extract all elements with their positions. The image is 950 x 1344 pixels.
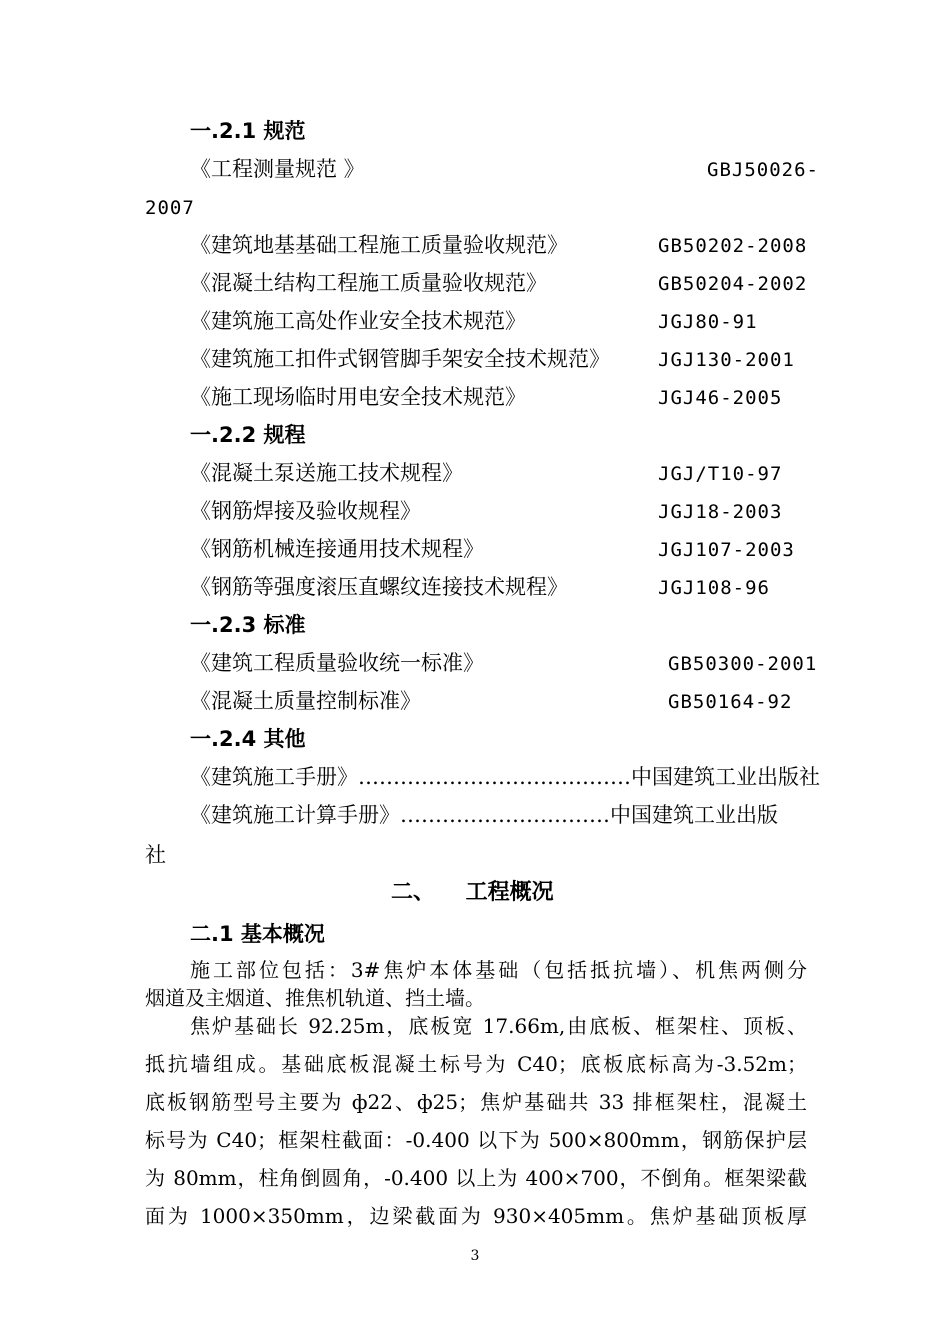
page-number: 3	[470, 1248, 480, 1264]
spec-name: 《施工现场临时用电安全技术规范》	[190, 385, 526, 409]
paragraph-line: 焦炉基础长 92.25m，底板宽 17.66m,由底板、框架柱、顶板、	[190, 1014, 807, 1038]
spec-code-wrap: 2007	[145, 197, 195, 219]
spec-code: JGJ46-2005	[658, 387, 783, 409]
spec-name: 《建筑施工扣件式钢管脚手架安全技术规范》	[190, 347, 610, 371]
section-heading-standards: 一.2.3 标准	[190, 613, 306, 637]
spec-code: GB50204-2002	[658, 273, 808, 295]
procedure-code: JGJ/T10-97	[658, 463, 783, 485]
reference-book: 《建筑施工计算手册》…………………………中国建筑工业出版	[190, 803, 778, 827]
standard-code: GB50300-2001	[668, 653, 818, 675]
standard-name: 《混凝土质量控制标准》	[190, 689, 421, 713]
paragraph-line: 面为 1000×350mm，边梁截面为 930×405mm。焦炉基础顶板厚	[145, 1204, 807, 1228]
procedure-name: 《钢筋焊接及验收规程》	[190, 499, 421, 523]
procedure-name: 《钢筋等强度滚压直螺纹连接技术规程》	[190, 575, 568, 599]
standard-name: 《建筑工程质量验收统一标准》	[190, 651, 484, 675]
paragraph-line: 抵抗墙组成。基础底板混凝土标号为 C40；底板底标高为-3.52m；	[145, 1052, 807, 1076]
reference-book: 《建筑施工手册》…………………………………中国建筑工业出版社	[190, 765, 820, 789]
section-heading-procedures: 一.2.2 规程	[190, 423, 306, 447]
paragraph-line: 烟道及主烟道、推焦机轨道、挡土墙。	[145, 986, 485, 1010]
spec-name: 《混凝土结构工程施工质量验收规范》	[190, 271, 547, 295]
paragraph-line: 底板钢筋型号主要为 ф22、ф25；焦炉基础共 33 排框架柱，混凝土	[145, 1090, 807, 1114]
standard-code: GB50164-92	[668, 691, 793, 713]
spec-name: 《建筑施工高处作业安全技术规范》	[190, 309, 526, 333]
procedure-name: 《钢筋机械连接通用技术规程》	[190, 537, 484, 561]
reference-book-wrap: 社	[145, 843, 166, 867]
procedure-name: 《混凝土泵送施工技术规程》	[190, 461, 463, 485]
paragraph-line: 施工部位包括：3#焦炉本体基础（包括抵抗墙）、机焦两侧分	[190, 958, 807, 982]
procedure-code: JGJ107-2003	[658, 539, 795, 561]
spec-code: GB50202-2008	[658, 235, 808, 257]
spec-name: 《建筑地基基础工程施工质量验收规范》	[190, 233, 568, 257]
paragraph-line: 标号为 C40；框架柱截面：-0.400 以下为 500×800mm，钢筋保护层	[145, 1128, 807, 1152]
section-heading-standards-codes: 一.2.1 规范	[190, 119, 306, 143]
spec-code: JGJ130-2001	[658, 349, 795, 371]
procedure-code: JGJ108-96	[658, 577, 770, 599]
procedure-code: JGJ18-2003	[658, 501, 783, 523]
spec-code: GBJ50026-	[707, 159, 819, 181]
spec-code: JGJ80-91	[658, 311, 758, 333]
chapter-title: 二、 工程概况	[391, 880, 554, 905]
paragraph-line: 为 80mm，柱角倒圆角，-0.400 以上为 400×700，不倒角。框架梁截	[145, 1166, 807, 1190]
section-heading-overview: 二.1 基本概况	[190, 922, 325, 946]
section-heading-others: 一.2.4 其他	[190, 727, 306, 751]
spec-name: 《工程测量规范 》	[190, 157, 365, 181]
overview-paragraph-1	[145, 956, 807, 1012]
overview-paragraph-2	[145, 1007, 807, 1235]
